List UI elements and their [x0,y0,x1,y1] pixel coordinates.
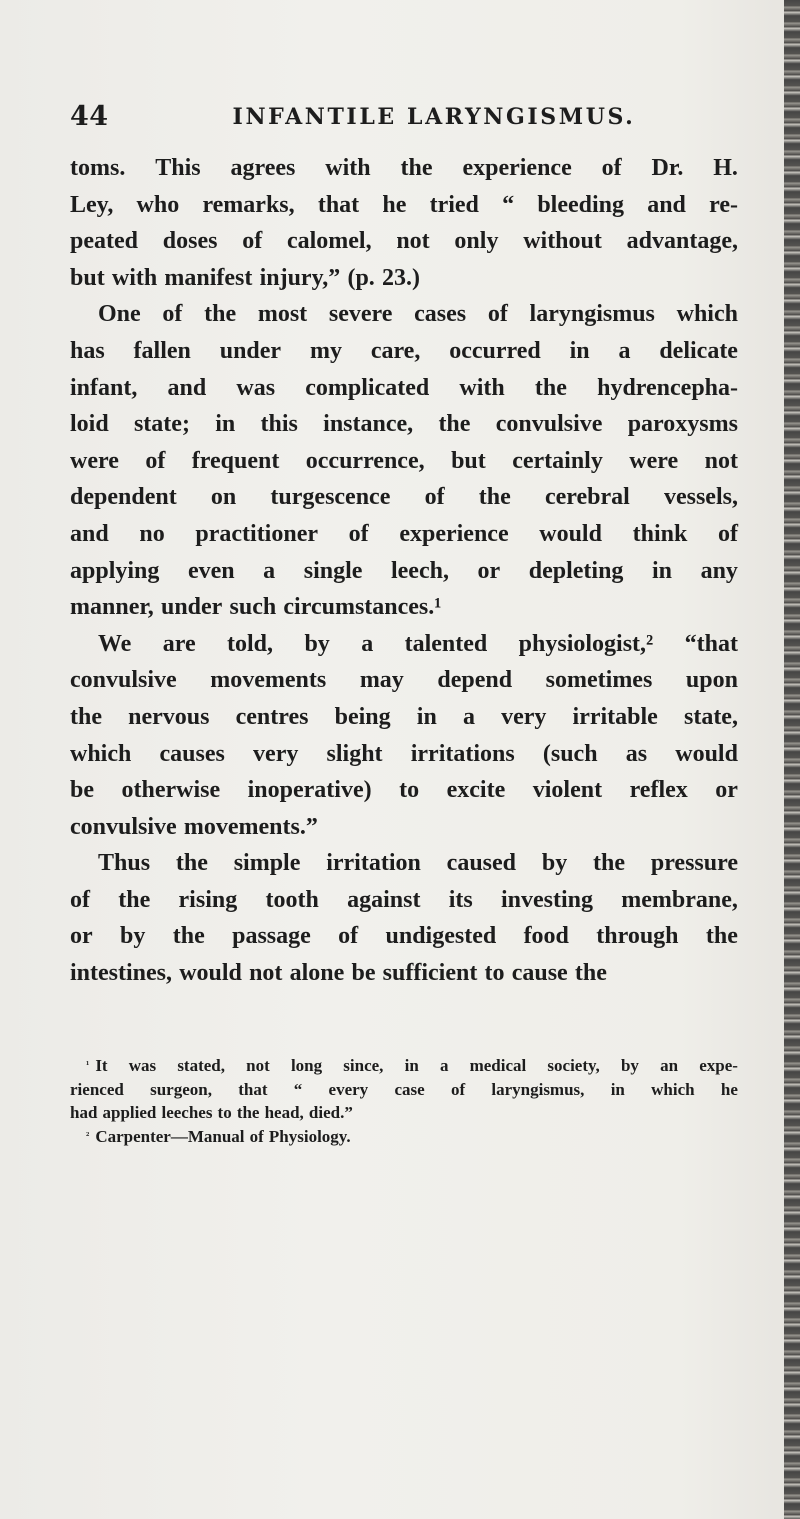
text-line: applying even a single leech, or depleting in any [70,557,738,584]
text-line: of the rising tooth against its investing membrane, [70,886,738,913]
text-line: but with manifest injury,” (p. 23.) [70,264,420,291]
footnotes [70,1054,738,1148]
text-line: One of the most severe cases of laryngismus which [98,301,738,328]
text-line: Ley, who remarks, that he tried “ bleeding and re- [70,191,738,218]
text-line: has fallen under my care, occurred in a delicate [70,337,738,364]
text-line: intestines, would not alone be sufficient to cause the [70,960,607,987]
text-line: loid state; in this instance, the convulsive paroxysms [70,411,738,438]
text-line: convulsive movements may depend sometimes upon [70,667,738,694]
text-line: convulsive movements.” [70,813,318,840]
page-edge-shadow [784,0,800,1519]
footnote-line: $^{^2}$ Carpenter—Manual of Physiology. [86,1126,351,1146]
running-head-title: INFANTILE LARYNGISMUS. [232,104,636,130]
footnote-mark: ¹ [86,1059,90,1071]
body-text [70,150,738,992]
text-line: and no practitioner of experience would think of [70,520,738,547]
text-line: were of frequent occurrence, but certainly were not [70,447,738,474]
page-number: 44 [70,101,109,132]
footnote [70,1125,738,1149]
footnote-line: $^{^1}$ It was stated, not long since, in a medical society, by an expe- [86,1056,738,1075]
paragraph [70,150,738,296]
text-line: dependent on turgescence of the cerebral vessels, [70,484,738,511]
paragraph [70,845,738,991]
footnote-mark: ² [86,1129,90,1142]
footnote-line: rienced surgeon, that “ every case of laryngismus, in which he [70,1079,738,1099]
text-line: manner, under such circumstances.¹ [70,594,442,621]
text-line: Thus the simple irritation caused by the pressure [98,850,738,877]
footnote [70,1054,738,1125]
text-line: or by the passage of undigested food through the [70,923,738,950]
text-line: which causes very slight irritations (such as would [70,740,738,767]
text-line: be otherwise inoperative) to excite violent reflex or [70,777,738,804]
paragraph [70,296,738,625]
text-line: infant, and was complicated with the hydrencepha- [70,374,738,401]
footnote-line: had applied leeches to the head, died.” [70,1103,353,1122]
paragraph [70,626,738,846]
text-line: We are told, by a talented physiologist,² “that [98,630,738,657]
running-head [70,101,738,135]
text-line: toms. This agrees with the experience of Dr. H. [70,155,738,181]
text-line: the nervous centres being in a very irritable state, [70,703,738,730]
text-line: peated doses of calomel, not only without advantage, [70,228,738,255]
